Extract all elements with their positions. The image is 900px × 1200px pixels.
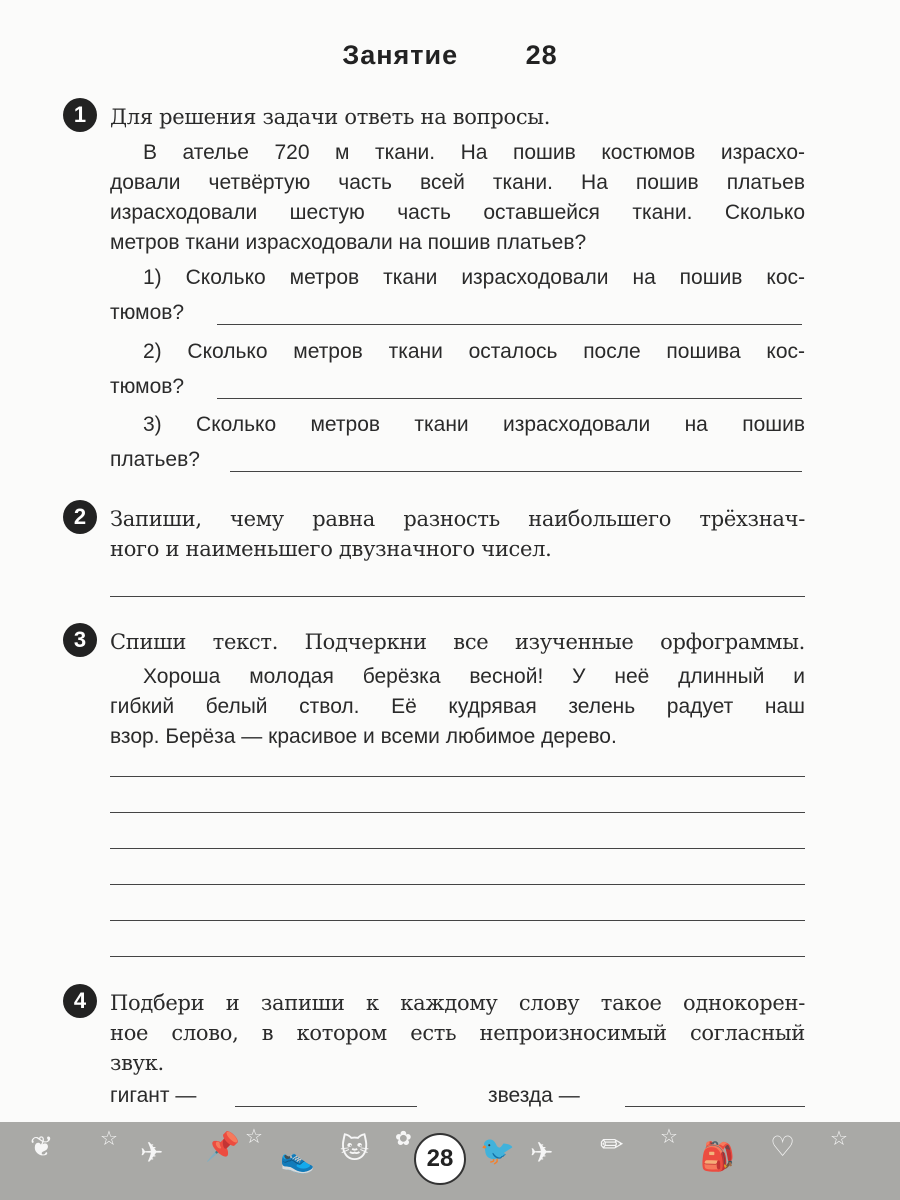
pencil-icon: ✏ <box>600 1128 624 1161</box>
question-2: 2) Сколько метров ткани осталось после пошива кос- <box>143 340 805 363</box>
paper-plane-icon: ✈ <box>530 1136 554 1169</box>
task-number-2: 2 <box>63 500 97 534</box>
task-number-4: 4 <box>63 984 97 1018</box>
text-line: израсходовали шестую часть оставшейся ткани. Сколько <box>110 201 805 224</box>
instruction-line: ного и наименьшего двузначного чисел. <box>110 537 552 561</box>
task-number-1: 1 <box>63 98 97 132</box>
star-icon: ☆ <box>660 1124 678 1148</box>
writing-line[interactable] <box>110 812 805 813</box>
task-number-3: 3 <box>63 623 97 657</box>
task-3-instruction <box>110 627 805 657</box>
text-line: гибкий белый ствол. Её кудрявая зелень радует наш <box>110 695 805 718</box>
answer-line-1[interactable] <box>217 324 802 325</box>
instruction-line: Для решения задачи ответь на вопросы. <box>110 105 551 129</box>
cat-icon: 🐱 <box>340 1132 370 1165</box>
instruction-line: звук. <box>110 1051 164 1075</box>
question-3: 3) Сколько метров ткани израсходовали на пошив <box>143 413 805 436</box>
answer-line[interactable] <box>110 596 805 597</box>
star-icon: ☆ <box>830 1126 848 1150</box>
word-gigant: гигант — <box>110 1084 197 1107</box>
instruction-line: Запиши, чему равна разность наибольшего трёхзнач- <box>110 507 805 531</box>
text-line: метров ткани израсходовали на пошив платьев? <box>110 231 587 254</box>
writing-line[interactable] <box>110 776 805 777</box>
page-number: 28 <box>414 1133 466 1185</box>
question-1: 1) Сколько метров ткани израсходовали на пошив кос- <box>143 266 805 289</box>
text-line: взор. Берёза — красивое и всеми любимое дерево. <box>110 725 617 748</box>
leaf-icon: ❦ <box>30 1130 54 1163</box>
heart-icon: ♡ <box>770 1130 796 1163</box>
question-2-cont: тюмов? <box>110 375 185 398</box>
writing-line[interactable] <box>110 920 805 921</box>
task-1-text <box>110 138 805 258</box>
task-4-instruction <box>110 988 805 1078</box>
writing-line[interactable] <box>110 884 805 885</box>
question-3-cont: платьев? <box>110 448 200 471</box>
bird-icon: 🐦 <box>480 1134 515 1167</box>
flower-icon: ✿ <box>395 1126 412 1150</box>
writing-line[interactable] <box>110 956 805 957</box>
pin-icon: 📌 <box>205 1130 240 1163</box>
task-1-instruction <box>110 102 805 132</box>
star-icon: ☆ <box>100 1126 118 1150</box>
page-title: Занятие 28 <box>342 40 558 70</box>
writing-line[interactable] <box>110 848 805 849</box>
answer-line-3[interactable] <box>230 471 802 472</box>
paper-plane-icon: ✈ <box>140 1136 164 1169</box>
answer-line-gigant[interactable] <box>235 1106 417 1107</box>
answer-line-2[interactable] <box>217 398 802 399</box>
instruction-line: ное слово, в котором есть непроизносимый согласный <box>110 1021 805 1045</box>
backpack-icon: 🎒 <box>700 1140 735 1173</box>
task-2-instruction <box>110 504 805 564</box>
text-line: довали четвёртую часть всей ткани. На пошив платьев <box>110 171 805 194</box>
task-3-text <box>110 662 805 752</box>
word-zvezda: звезда — <box>488 1084 580 1107</box>
star-icon: ☆ <box>245 1124 263 1148</box>
text-line: Хороша молодая берёзка весной! У неё длинный и <box>143 665 805 688</box>
sneaker-icon: 👟 <box>280 1142 315 1175</box>
text-line: В ателье 720 м ткани. На пошив костюмов израсхо- <box>143 141 805 164</box>
instruction-line: Подбери и запиши к каждому слову такое однокорен- <box>110 991 805 1015</box>
answer-line-zvezda[interactable] <box>625 1106 805 1107</box>
instruction-line: Спиши текст. Подчеркни все изученные орфограммы. <box>110 630 805 654</box>
question-1-cont: тюмов? <box>110 301 185 324</box>
